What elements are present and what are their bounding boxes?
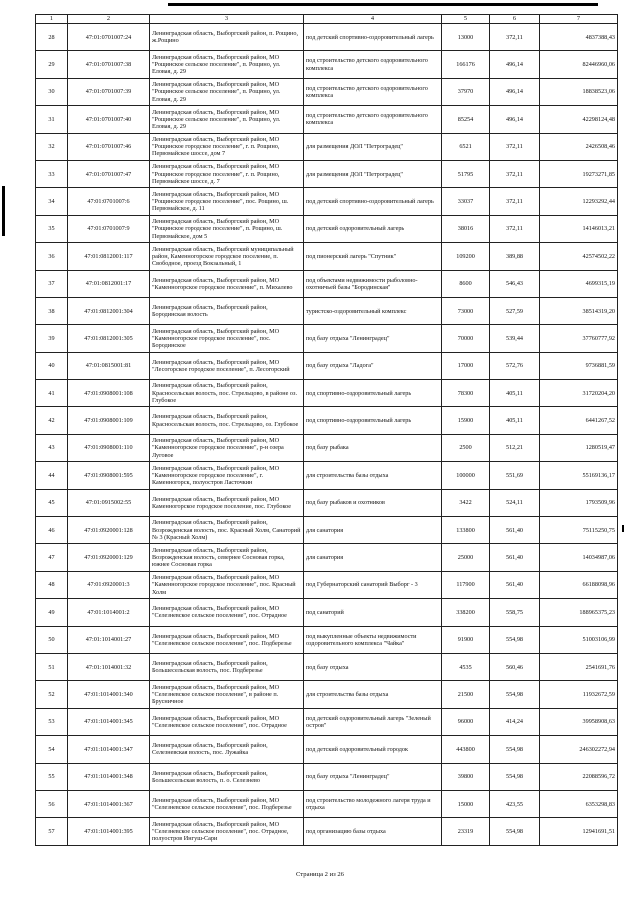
cadastral-number: 47:01:0701007:6	[68, 188, 150, 215]
cadastral-value: 51003106,99	[540, 626, 618, 653]
permitted-use: для санатория	[304, 544, 442, 571]
row-number: 36	[36, 243, 68, 270]
cadastral-number: 47:01:0908001:110	[68, 434, 150, 461]
column-header: 1	[36, 15, 68, 24]
row-number: 52	[36, 681, 68, 708]
row-number: 30	[36, 78, 68, 105]
cadastral-number: 47:01:0908001:108	[68, 380, 150, 407]
table-row	[36, 352, 618, 379]
cadastral-number: 47:01:0812001:117	[68, 243, 150, 270]
plot-address: Ленинградская область, Выборгский район, Красносельская волость, пос. Стрельцово, оз. Глубокое	[150, 407, 304, 434]
specific-value: 405,11	[490, 380, 540, 407]
table-row	[36, 297, 618, 324]
plot-address: Ленинградская область, Выборгский район, МО "Селезневское сельское поселение", пос. Подберезье	[150, 790, 304, 817]
permitted-use: под объектами недвижимости рыболовно-охотничьей базы "Бородинская"	[304, 270, 442, 297]
permitted-use: под строительство детского оздоровительного комплекса	[304, 78, 442, 105]
table-row	[36, 106, 618, 133]
specific-value: 561,40	[490, 517, 540, 544]
cadastral-value: 31720204,20	[540, 380, 618, 407]
column-header: 7	[540, 15, 618, 24]
plot-area: 17000	[442, 352, 490, 379]
cadastral-number: 47:01:0812001:304	[68, 297, 150, 324]
land-plots-table	[35, 14, 618, 846]
permitted-use: для строительства базы отдыха	[304, 681, 442, 708]
specific-value: 560,46	[490, 653, 540, 680]
permitted-use: для строительства базы отдыха	[304, 462, 442, 489]
plot-address: Ленинградская область, Выборгский район, МО "Каменногорское городское поселение", пос. Бородинское	[150, 325, 304, 352]
plot-area: 4535	[442, 653, 490, 680]
cadastral-value: 12941691,51	[540, 818, 618, 845]
cadastral-number: 47:01:0920001:3	[68, 571, 150, 598]
permitted-use: под санаторий	[304, 599, 442, 626]
cadastral-number: 47:01:0908001:595	[68, 462, 150, 489]
cadastral-value: 4699315,19	[540, 270, 618, 297]
plot-address: Ленинградская область, Выборгский район, МО "Рощинское сельское поселение", п. Рощино, ул. Еловая, д. 29	[150, 78, 304, 105]
cadastral-number: 47:01:0920001:129	[68, 544, 150, 571]
table-row	[36, 215, 618, 242]
cadastral-value: 6353298,83	[540, 790, 618, 817]
cadastral-value: 82446960,06	[540, 51, 618, 78]
row-number: 33	[36, 160, 68, 187]
specific-value: 539,44	[490, 325, 540, 352]
table-row	[36, 818, 618, 845]
plot-area: 21500	[442, 681, 490, 708]
row-number: 29	[36, 51, 68, 78]
plot-address: Ленинградская область, Выборгский район, МО "Рощинское сельское поселение", п. Рощино, ул. Еловая, д. 29	[150, 51, 304, 78]
cadastral-value: 6441267,52	[540, 407, 618, 434]
plot-address: Ленинградская область, Выборгский район, Селезневская волость, пос. Лужайка	[150, 736, 304, 763]
table-row	[36, 599, 618, 626]
permitted-use: для размещения ДОЛ "Петроградец"	[304, 133, 442, 160]
row-number: 43	[36, 434, 68, 461]
column-header: 5	[442, 15, 490, 24]
plot-area: 2500	[442, 434, 490, 461]
plot-address: Ленинградская область, Выборгский район, Бородинская волость	[150, 297, 304, 324]
specific-value: 372,11	[490, 133, 540, 160]
top-scan-line	[168, 3, 598, 6]
cadastral-value: 39958908,63	[540, 708, 618, 735]
plot-area: 15900	[442, 407, 490, 434]
cadastral-number: 47:01:1014001:348	[68, 763, 150, 790]
cadastral-number: 47:01:0815001:81	[68, 352, 150, 379]
row-number: 51	[36, 653, 68, 680]
plot-area: 85254	[442, 106, 490, 133]
plot-address: Ленинградская область, Выборгский район, МО "Селезневское сельское поселение", пос. Отрадное	[150, 599, 304, 626]
plot-address: Ленинградская область, Выборгский муниципальный район, Каменногорское городское поселение, п. Свободное, проезд Вокзальный, 1	[150, 243, 304, 270]
cadastral-value: 188965375,23	[540, 599, 618, 626]
plot-area: 96000	[442, 708, 490, 735]
table-row	[36, 681, 618, 708]
cadastral-value: 42574502,22	[540, 243, 618, 270]
permitted-use: под детский спортивно-оздоровительный лагерь	[304, 188, 442, 215]
specific-value: 561,40	[490, 544, 540, 571]
cadastral-value: 42298124,48	[540, 106, 618, 133]
cadastral-value: 9736881,59	[540, 352, 618, 379]
table-row	[36, 462, 618, 489]
table-row	[36, 489, 618, 516]
specific-value: 558,75	[490, 599, 540, 626]
permitted-use: под спортивно-оздоровительный лагерь	[304, 380, 442, 407]
specific-value: 372,11	[490, 24, 540, 51]
row-number: 32	[36, 133, 68, 160]
specific-value: 551,69	[490, 462, 540, 489]
row-number: 57	[36, 818, 68, 845]
plot-area: 37970	[442, 78, 490, 105]
cadastral-value: 75115250,75	[540, 517, 618, 544]
plot-address: Ленинградская область, Выборгский район, МО "Рощинское городское поселение", г. п. Рощино, Первомайское шоссе, дом 7	[150, 133, 304, 160]
plot-area: 51795	[442, 160, 490, 187]
specific-value: 512,21	[490, 434, 540, 461]
cadastral-number: 47:01:1014001:2	[68, 599, 150, 626]
cadastral-value: 37760777,92	[540, 325, 618, 352]
row-number: 35	[36, 215, 68, 242]
table-row	[36, 407, 618, 434]
plot-address: Ленинградская область, Выборгский район, МО Каменногорское городское поселение, пос. Глубокое	[150, 489, 304, 516]
cadastral-value: 22088596,72	[540, 763, 618, 790]
plot-area: 91900	[442, 626, 490, 653]
plot-area: 78300	[442, 380, 490, 407]
specific-value: 496,14	[490, 78, 540, 105]
specific-value: 405,11	[490, 407, 540, 434]
cadastral-value: 1280519,47	[540, 434, 618, 461]
plot-area: 33037	[442, 188, 490, 215]
scan-margin-tick	[622, 525, 624, 532]
table-row	[36, 380, 618, 407]
cadastral-number: 47:01:1014001:27	[68, 626, 150, 653]
plot-address: Ленинградская область, Выборгский район, Красносельская волость, пос. Стрельцово, в районе оз. Глубокое	[150, 380, 304, 407]
specific-value: 554,98	[490, 818, 540, 845]
specific-value: 554,98	[490, 763, 540, 790]
row-number: 56	[36, 790, 68, 817]
plot-address: Ленинградская область, Выборгский район, МО "Каменногорское городское поселение", г. Каменногорск, полуостров Ласточкин	[150, 462, 304, 489]
specific-value: 554,98	[490, 736, 540, 763]
specific-value: 527,59	[490, 297, 540, 324]
cadastral-value: 11932672,59	[540, 681, 618, 708]
permitted-use: под детский оздоровительный городок	[304, 736, 442, 763]
row-number: 34	[36, 188, 68, 215]
cadastral-value: 1793509,96	[540, 489, 618, 516]
table-row	[36, 790, 618, 817]
table-row	[36, 708, 618, 735]
plot-area: 13000	[442, 24, 490, 51]
plot-area: 6521	[442, 133, 490, 160]
specific-value: 372,11	[490, 160, 540, 187]
plot-area: 133800	[442, 517, 490, 544]
plot-address: Ленинградская область, Выборгский район, МО "Селезневское сельское поселение", в районе п. Брусничное	[150, 681, 304, 708]
cadastral-number: 47:01:0812001:17	[68, 270, 150, 297]
plot-address: Ленинградская область, Выборгский район, МО "Рощинское городское поселение", п. Рощино, ш. Первомайское, дом 5	[150, 215, 304, 242]
row-number: 41	[36, 380, 68, 407]
column-header: 3	[150, 15, 304, 24]
plot-address: Ленинградская область, Выборгский район, МО "Рощинское городское поселение", г. п. Рощино, Первомайское шоссе, д. 7	[150, 160, 304, 187]
permitted-use: под строительство детского оздоровительного комплекса	[304, 106, 442, 133]
cadastral-number: 47:01:0701007:46	[68, 133, 150, 160]
row-number: 31	[36, 106, 68, 133]
specific-value: 496,14	[490, 106, 540, 133]
permitted-use: под базу отдыха "Ленинградец"	[304, 763, 442, 790]
permitted-use: под строительство детского оздоровительного комплекса	[304, 51, 442, 78]
cadastral-number: 47:01:1014001:32	[68, 653, 150, 680]
row-number: 37	[36, 270, 68, 297]
column-header: 6	[490, 15, 540, 24]
plot-address: Ленинградская область, Выборгский район, Возрожденская волость, севернее Сосновая горка, южнее Сосновая горка	[150, 544, 304, 571]
page-number: Страница 2 из 26	[296, 871, 344, 878]
cadastral-number: 47:01:0701007:47	[68, 160, 150, 187]
plot-area: 25000	[442, 544, 490, 571]
row-number: 42	[36, 407, 68, 434]
table-row	[36, 763, 618, 790]
cadastral-number: 47:01:1014001:367	[68, 790, 150, 817]
cadastral-number: 47:01:1014001:395	[68, 818, 150, 845]
plot-area: 8600	[442, 270, 490, 297]
table-header-row	[36, 15, 618, 24]
table-row	[36, 544, 618, 571]
cadastral-value: 4837388,43	[540, 24, 618, 51]
plot-address: Ленинградская область, Выборгский район, МО "Лесогорское городское поселение", п. Лесогорский	[150, 352, 304, 379]
table-row	[36, 160, 618, 187]
permitted-use: под базу отдыха "Ладога"	[304, 352, 442, 379]
cadastral-number: 47:01:0701007:38	[68, 51, 150, 78]
cadastral-value: 38514319,20	[540, 297, 618, 324]
permitted-use: под пионерский лагерь "Спутник"	[304, 243, 442, 270]
plot-area: 100000	[442, 462, 490, 489]
specific-value: 372,11	[490, 188, 540, 215]
cadastral-value: 66188098,96	[540, 571, 618, 598]
row-number: 46	[36, 517, 68, 544]
table-row	[36, 517, 618, 544]
plot-area: 117900	[442, 571, 490, 598]
permitted-use: для размещения ДОЛ "Петроградец"	[304, 160, 442, 187]
table-row	[36, 626, 618, 653]
specific-value: 554,98	[490, 626, 540, 653]
table-row	[36, 133, 618, 160]
plot-address: Ленинградская область, Выборгский район, МО "Селезневское сельское поселение", пос. Отрадное	[150, 708, 304, 735]
permitted-use: туристско-оздоровительный комплекс	[304, 297, 442, 324]
table-row	[36, 736, 618, 763]
row-number: 40	[36, 352, 68, 379]
cadastral-number: 47:01:0701007:40	[68, 106, 150, 133]
plot-area: 443800	[442, 736, 490, 763]
row-number: 50	[36, 626, 68, 653]
permitted-use: под детский спортивно-оздоровительный лагерь	[304, 24, 442, 51]
permitted-use: под базу отдыха "Ленинградец"	[304, 325, 442, 352]
row-number: 55	[36, 763, 68, 790]
plot-area: 3422	[442, 489, 490, 516]
scan-margin-mark	[2, 186, 5, 236]
table-row	[36, 571, 618, 598]
table-row	[36, 78, 618, 105]
permitted-use: под организацию базы отдыха	[304, 818, 442, 845]
cadastral-number: 47:01:0915002:55	[68, 489, 150, 516]
table-row	[36, 653, 618, 680]
permitted-use: под базу рыбака	[304, 434, 442, 461]
plot-address: Ленинградская область, Выборгский район, Большесельская волость, пос. Подберезье	[150, 653, 304, 680]
plot-address: Ленинградская область, Выборгский район, МО "Каменногорское городское поселение", п. Михалево	[150, 270, 304, 297]
table-row	[36, 188, 618, 215]
specific-value: 414,24	[490, 708, 540, 735]
cadastral-value: 14146013,21	[540, 215, 618, 242]
plot-address: Ленинградская область, Выборгский район, Большесельская волость, п. о. Селезнево	[150, 763, 304, 790]
plot-address: Ленинградская область, Выборгский район, МО "Каменногорское городское поселение", пос. Красный Холм	[150, 571, 304, 598]
specific-value: 496,14	[490, 51, 540, 78]
specific-value: 572,76	[490, 352, 540, 379]
plot-address: Ленинградская область, Выборгский район, МО "Селезневское сельское поселение", пос. Подберезье	[150, 626, 304, 653]
plot-address: Ленинградская область, Выборгский район, п. Рощино, ж.Рощино	[150, 24, 304, 51]
row-number: 45	[36, 489, 68, 516]
row-number: 44	[36, 462, 68, 489]
table-row	[36, 325, 618, 352]
cadastral-number: 47:01:0908001:109	[68, 407, 150, 434]
plot-address: Ленинградская область, Выборгский район, Возрожденская волость, пос. Красный Холм, Санаторий № 3 (Красный Холм)	[150, 517, 304, 544]
cadastral-number: 47:01:0812001:305	[68, 325, 150, 352]
plot-area: 166176	[442, 51, 490, 78]
cadastral-number: 47:01:0701007:9	[68, 215, 150, 242]
column-header: 4	[304, 15, 442, 24]
table-row	[36, 434, 618, 461]
row-number: 54	[36, 736, 68, 763]
plot-address: Ленинградская область, Выборгский район, МО "Селезневское сельское поселение", пос. Отрадное, полуостров Ингуш-Сари	[150, 818, 304, 845]
permitted-use: под Губернаторский санаторий Выборг - 3	[304, 571, 442, 598]
table-row	[36, 243, 618, 270]
plot-area: 23319	[442, 818, 490, 845]
specific-value: 561,40	[490, 571, 540, 598]
plot-address: Ленинградская область, Выборгский район, МО "Рощинское сельское поселение", п. Рощино, ул. Еловая, д. 29	[150, 106, 304, 133]
column-header: 2	[68, 15, 150, 24]
cadastral-value: 2426508,46	[540, 133, 618, 160]
permitted-use: под детский оздоровительный лагерь "Зеленый остров"	[304, 708, 442, 735]
row-number: 53	[36, 708, 68, 735]
cadastral-value: 14034987,06	[540, 544, 618, 571]
row-number: 47	[36, 544, 68, 571]
permitted-use: под спортивно-оздоровительный лагерь	[304, 407, 442, 434]
plot-address: Ленинградская область, Выборгский район, МО "Каменногорское городское поселение", р-н озера Луговое	[150, 434, 304, 461]
row-number: 39	[36, 325, 68, 352]
plot-area: 338200	[442, 599, 490, 626]
cadastral-value: 246302272,94	[540, 736, 618, 763]
plot-area: 109200	[442, 243, 490, 270]
permitted-use: для санатория	[304, 517, 442, 544]
specific-value: 524,11	[490, 489, 540, 516]
cadastral-value: 19273271,85	[540, 160, 618, 187]
specific-value: 554,98	[490, 681, 540, 708]
row-number: 48	[36, 571, 68, 598]
permitted-use: под базу отдыха	[304, 653, 442, 680]
plot-area: 39800	[442, 763, 490, 790]
specific-value: 546,43	[490, 270, 540, 297]
cadastral-number: 47:01:0701007:39	[68, 78, 150, 105]
cadastral-value: 18838523,06	[540, 78, 618, 105]
table-row	[36, 24, 618, 51]
cadastral-value: 12293292,44	[540, 188, 618, 215]
row-number: 38	[36, 297, 68, 324]
table-row	[36, 270, 618, 297]
cadastral-value: 55169136,17	[540, 462, 618, 489]
permitted-use: под базу рыбаков и охотников	[304, 489, 442, 516]
row-number: 28	[36, 24, 68, 51]
cadastral-number: 47:01:1014001:340	[68, 681, 150, 708]
permitted-use: под детский оздоровительный лагерь	[304, 215, 442, 242]
permitted-use: под выкупленные объекты недвижимости оздоровительного комплекса "Чайка"	[304, 626, 442, 653]
cadastral-number: 47:01:1014001:345	[68, 708, 150, 735]
cadastral-number: 47:01:0701007:24	[68, 24, 150, 51]
specific-value: 372,11	[490, 215, 540, 242]
cadastral-value: 2541691,76	[540, 653, 618, 680]
plot-area: 15000	[442, 790, 490, 817]
plot-area: 73000	[442, 297, 490, 324]
table-row	[36, 51, 618, 78]
permitted-use: под строительство молодежного лагеря труда и отдыха	[304, 790, 442, 817]
plot-area: 70000	[442, 325, 490, 352]
plot-address: Ленинградская область, Выборгский район, МО "Рощинское городское поселение", пос. Рощино, ш. Первомайское, д. 11	[150, 188, 304, 215]
row-number: 49	[36, 599, 68, 626]
cadastral-number: 47:01:1014001:347	[68, 736, 150, 763]
plot-area: 38016	[442, 215, 490, 242]
specific-value: 423,55	[490, 790, 540, 817]
cadastral-number: 47:01:0920001:128	[68, 517, 150, 544]
specific-value: 389,88	[490, 243, 540, 270]
